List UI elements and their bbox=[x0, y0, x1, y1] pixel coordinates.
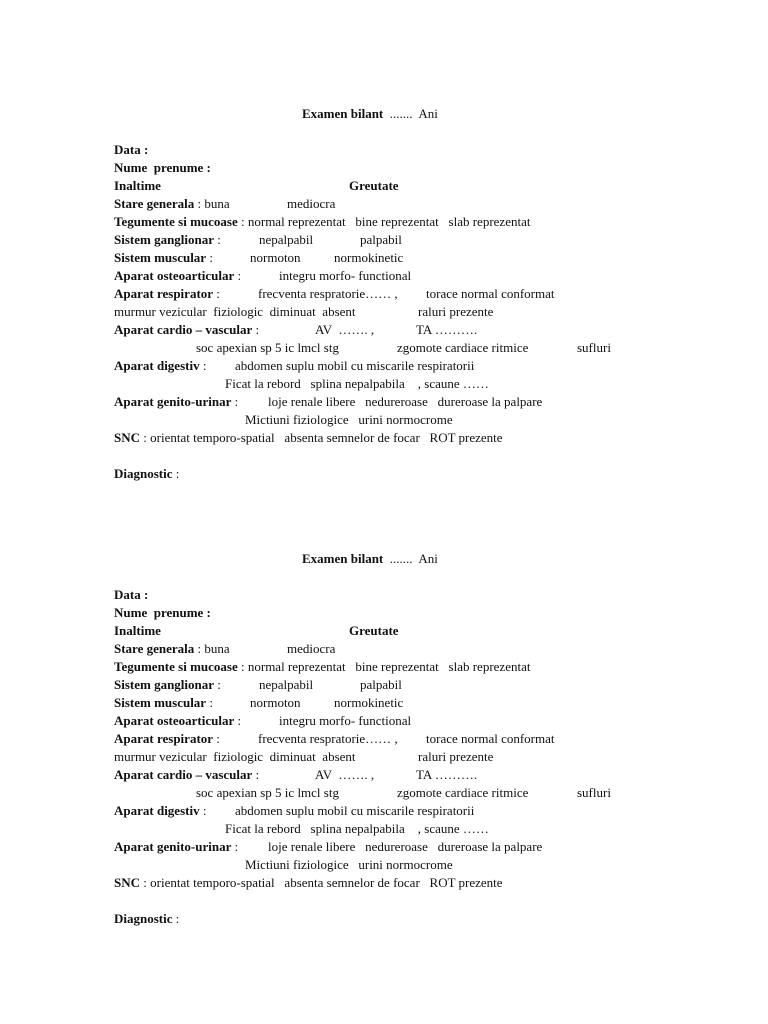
osteo-opt: integru morfo- functional bbox=[279, 268, 412, 283]
tegumente-label: Tegumente si mucoase bbox=[114, 659, 238, 674]
ficat-text: Ficat la rebord splina nepalpabila , scaune …… bbox=[225, 376, 489, 391]
snc-rest: : orientat temporo-spatial absenta semnelor de focar ROT prezente bbox=[140, 430, 503, 445]
greutate-label: Greutate bbox=[349, 178, 399, 193]
tegumente-rest: : normal reprezentat bine reprezentat slab reprezentat bbox=[237, 659, 531, 674]
resp-sep: : bbox=[213, 731, 220, 746]
stare-opt2: mediocra bbox=[287, 196, 336, 211]
osteo-opt: integru morfo- functional bbox=[279, 713, 412, 728]
ganglionar-sep: : bbox=[214, 232, 221, 247]
sufluri-text: sufluri bbox=[577, 785, 611, 800]
ficat-row bbox=[114, 820, 744, 838]
exam-form-1 bbox=[114, 106, 744, 483]
cardio-sep: : bbox=[252, 767, 260, 782]
stare-label: Stare generala bbox=[114, 641, 195, 656]
genito-row bbox=[114, 838, 744, 856]
digestiv-sep: : bbox=[199, 358, 207, 373]
snc-label: SNC bbox=[114, 875, 141, 890]
murmur-text: murmur vezicular fiziologic diminuat absent bbox=[114, 749, 356, 764]
ganglionar-label: Sistem ganglionar bbox=[114, 232, 215, 247]
stare-sep: : bbox=[194, 196, 205, 211]
osteo-row bbox=[114, 712, 744, 730]
stare-row bbox=[114, 640, 744, 658]
data-row bbox=[114, 586, 744, 604]
tegumente-row bbox=[114, 213, 744, 231]
resp-row bbox=[114, 285, 744, 303]
ganglionar-opt1: nepalpabil bbox=[259, 232, 314, 247]
ganglionar-sep: : bbox=[214, 677, 221, 692]
nume-row bbox=[114, 604, 744, 622]
form-title bbox=[114, 551, 744, 571]
tegumente-label: Tegumente si mucoase bbox=[114, 214, 238, 229]
ganglionar-opt1: nepalpabil bbox=[259, 677, 314, 692]
osteo-sep: : bbox=[234, 268, 242, 283]
muscular-opt2: normokinetic bbox=[334, 250, 404, 265]
diagnostic-row bbox=[114, 910, 744, 928]
nume-label: Nume prenume : bbox=[114, 605, 211, 620]
mictiuni-row bbox=[114, 411, 744, 429]
inaltime-row bbox=[114, 622, 744, 640]
osteo-label: Aparat osteoarticular bbox=[114, 268, 235, 283]
digestiv-row bbox=[114, 802, 744, 820]
resp-label: Aparat respirator bbox=[114, 286, 214, 301]
ganglionar-opt2: palpabil bbox=[360, 232, 402, 247]
muscular-label: Sistem muscular bbox=[114, 695, 207, 710]
genito-label: Aparat genito-urinar bbox=[114, 394, 232, 409]
title-dots: ....... bbox=[389, 551, 413, 566]
murmur-text: murmur vezicular fiziologic diminuat absent bbox=[114, 304, 356, 319]
resp-opt1: frecventa respratorie…… , bbox=[258, 731, 398, 746]
tegumente-rest: : normal reprezentat bine reprezentat slab reprezentat bbox=[237, 214, 531, 229]
nume-row bbox=[114, 159, 744, 177]
inaltime-label: Inaltime bbox=[114, 623, 161, 638]
ganglionar-row bbox=[114, 676, 744, 694]
raluri-text: raluri prezente bbox=[418, 304, 494, 319]
muscular-row bbox=[114, 694, 744, 712]
snc-rest: : orientat temporo-spatial absenta semnelor de focar ROT prezente bbox=[140, 875, 503, 890]
stare-opt2: mediocra bbox=[287, 641, 336, 656]
zgomote-text: zgomote cardiace ritmice bbox=[397, 340, 529, 355]
title-text: Examen bilant bbox=[302, 551, 384, 566]
data-label: Data : bbox=[114, 587, 149, 602]
title-text: Examen bilant bbox=[302, 106, 384, 121]
snc-label: SNC bbox=[114, 430, 141, 445]
resp-label: Aparat respirator bbox=[114, 731, 214, 746]
digestiv-opt: abdomen suplu mobil cu miscarile respiratorii bbox=[235, 803, 475, 818]
snc-row bbox=[114, 429, 744, 447]
ficat-row bbox=[114, 375, 744, 393]
title-suffix: Ani bbox=[418, 106, 438, 121]
diagnostic-sep: : bbox=[172, 466, 180, 481]
genito-row bbox=[114, 393, 744, 411]
ganglionar-row bbox=[114, 231, 744, 249]
cardio-sep: : bbox=[252, 322, 260, 337]
osteo-row bbox=[114, 267, 744, 285]
cardio-ta: TA ………. bbox=[416, 322, 478, 337]
snc-row bbox=[114, 874, 744, 892]
murmur-row bbox=[114, 748, 744, 766]
digestiv-sep: : bbox=[199, 803, 207, 818]
murmur-row bbox=[114, 303, 744, 321]
diagnostic-row bbox=[114, 465, 744, 483]
tegumente-row bbox=[114, 658, 744, 676]
title-suffix: Ani bbox=[418, 551, 438, 566]
genito-opt: loje renale libere nedureroase dureroase la palpare bbox=[268, 839, 543, 854]
muscular-row bbox=[114, 249, 744, 267]
nume-label: Nume prenume : bbox=[114, 160, 211, 175]
form-title bbox=[114, 106, 744, 126]
zgomote-text: zgomote cardiace ritmice bbox=[397, 785, 529, 800]
muscular-opt1: normoton bbox=[250, 695, 301, 710]
resp-row bbox=[114, 730, 744, 748]
soc-text: soc apexian sp 5 ic lmcl stg bbox=[196, 785, 339, 800]
ganglionar-opt2: palpabil bbox=[360, 677, 402, 692]
genito-label: Aparat genito-urinar bbox=[114, 839, 232, 854]
diagnostic-sep: : bbox=[172, 911, 180, 926]
title-dots: ....... bbox=[389, 106, 413, 121]
cardio-av: AV ……. , bbox=[315, 322, 375, 337]
soc-row bbox=[114, 339, 744, 357]
digestiv-label: Aparat digestiv bbox=[114, 803, 200, 818]
cardio-row bbox=[114, 766, 744, 784]
resp-opt1: frecventa respratorie…… , bbox=[258, 286, 398, 301]
muscular-opt1: normoton bbox=[250, 250, 301, 265]
digestiv-opt: abdomen suplu mobil cu miscarile respiratorii bbox=[235, 358, 475, 373]
cardio-row bbox=[114, 321, 744, 339]
osteo-label: Aparat osteoarticular bbox=[114, 713, 235, 728]
cardio-label: Aparat cardio – vascular bbox=[114, 767, 253, 782]
ganglionar-label: Sistem ganglionar bbox=[114, 677, 215, 692]
genito-sep: : bbox=[231, 394, 239, 409]
ficat-text: Ficat la rebord splina nepalpabila , scaune …… bbox=[225, 821, 489, 836]
greutate-label: Greutate bbox=[349, 623, 399, 638]
stare-sep: : bbox=[194, 641, 205, 656]
mictiuni-text: Mictiuni fiziologice urini normocrome bbox=[245, 412, 453, 427]
soc-text: soc apexian sp 5 ic lmcl stg bbox=[196, 340, 339, 355]
inaltime-label: Inaltime bbox=[114, 178, 161, 193]
digestiv-row bbox=[114, 357, 744, 375]
digestiv-label: Aparat digestiv bbox=[114, 358, 200, 373]
muscular-opt2: normokinetic bbox=[334, 695, 404, 710]
resp-sep: : bbox=[213, 286, 220, 301]
osteo-sep: : bbox=[234, 713, 242, 728]
sufluri-text: sufluri bbox=[577, 340, 611, 355]
stare-row bbox=[114, 195, 744, 213]
genito-opt: loje renale libere nedureroase dureroase la palpare bbox=[268, 394, 543, 409]
data-label: Data : bbox=[114, 142, 149, 157]
exam-form-2 bbox=[114, 551, 744, 928]
cardio-ta: TA ………. bbox=[416, 767, 478, 782]
soc-row bbox=[114, 784, 744, 802]
muscular-sep: : bbox=[206, 695, 213, 710]
inaltime-row bbox=[114, 177, 744, 195]
raluri-text: raluri prezente bbox=[418, 749, 494, 764]
resp-opt2: torace normal conformat bbox=[426, 286, 555, 301]
diagnostic-label: Diagnostic bbox=[114, 911, 173, 926]
stare-opt1: buna bbox=[204, 196, 230, 211]
mictiuni-row bbox=[114, 856, 744, 874]
stare-label: Stare generala bbox=[114, 196, 195, 211]
muscular-sep: : bbox=[206, 250, 213, 265]
stare-opt1: buna bbox=[204, 641, 230, 656]
data-row bbox=[114, 141, 744, 159]
mictiuni-text: Mictiuni fiziologice urini normocrome bbox=[245, 857, 453, 872]
resp-opt2: torace normal conformat bbox=[426, 731, 555, 746]
cardio-label: Aparat cardio – vascular bbox=[114, 322, 253, 337]
cardio-av: AV ……. , bbox=[315, 767, 375, 782]
genito-sep: : bbox=[231, 839, 239, 854]
muscular-label: Sistem muscular bbox=[114, 250, 207, 265]
diagnostic-label: Diagnostic bbox=[114, 466, 173, 481]
